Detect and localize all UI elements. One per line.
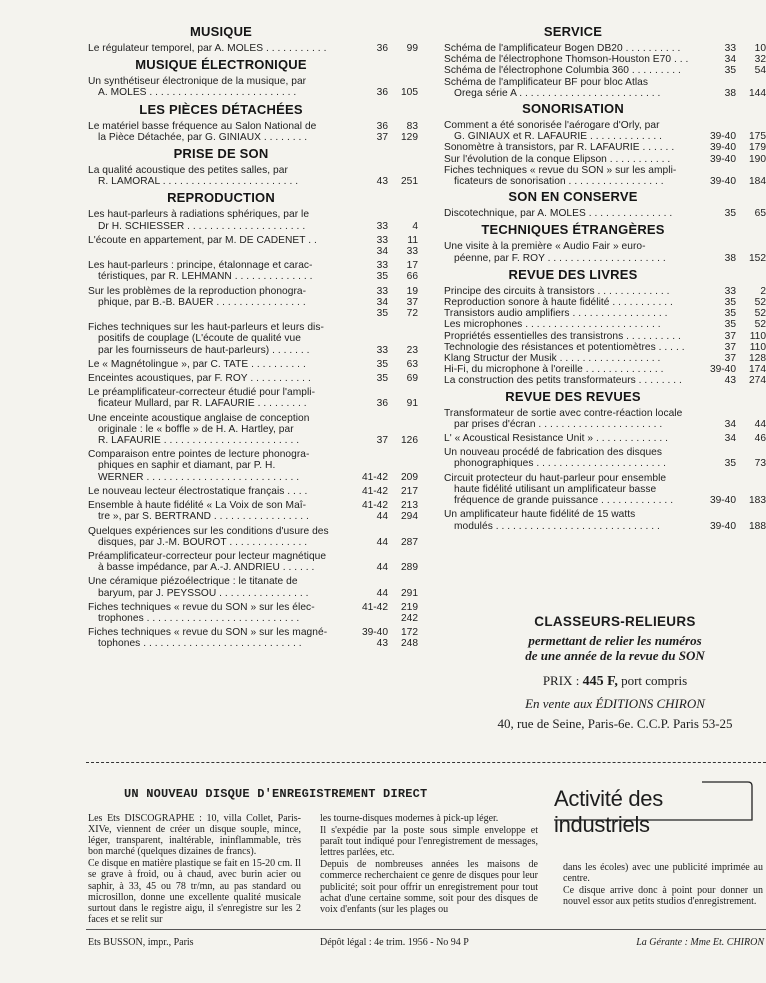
page-number: 174: [749, 364, 766, 376]
footer-gerante: La Gérante : Mme Et. CHIRON: [636, 937, 764, 948]
entry-text-line: L' « Acoustical Resistance Unit » . . . . . . . . . . . . .: [444, 433, 669, 445]
index-entry: [88, 359, 418, 370]
classeurs-relieurs-ad: [470, 614, 760, 732]
index-entry: [444, 473, 766, 507]
activite-label: Activité des industriels: [554, 786, 663, 837]
issue-number: [354, 613, 388, 624]
page-number: 73: [754, 458, 766, 470]
entry-text-line: Une enceinte acoustique anglaise de conception: [88, 412, 310, 424]
index-entry: [88, 449, 418, 483]
index-entry: [444, 447, 766, 469]
issue-number: 36: [376, 120, 388, 132]
page-number: 184: [749, 176, 766, 188]
issue-number: 41-42: [361, 485, 388, 497]
entry-text-line: Fiches techniques « revue du SON » sur les élec-: [88, 601, 315, 613]
entry-text-line: la Pièce Détachée, par G. GINIAUX . . . . . . . .: [98, 131, 308, 143]
issue-number: 44: [376, 536, 388, 548]
page-number: 52: [754, 308, 766, 320]
index-entry: [444, 297, 766, 308]
index-section: [88, 24, 418, 54]
index-entry: [444, 286, 766, 297]
issue-number: 39-40: [361, 627, 388, 639]
entry-text-line: ficateurs de sonorisation . . . . . . . . . . . . . . . . .: [454, 176, 664, 188]
index-entry: [444, 241, 766, 263]
issue-number: 43: [724, 375, 736, 387]
issue-number: 36: [376, 43, 388, 54]
page-number: 213: [401, 500, 418, 512]
issue-number: 37: [376, 131, 388, 143]
entry-text-line: Reproduction sonore à haute fidélité . . . . . . . . . . .: [444, 297, 673, 309]
issue-number: 36: [376, 398, 388, 410]
entry-text-line: baryum, par J. PEYSSOU . . . . . . . . . . . . . . . .: [98, 587, 309, 599]
issue-number: 35: [376, 373, 388, 385]
entry-text-line: Un amplificateur haute fidélité de 15 watts: [444, 509, 636, 521]
entry-text-line: Une céramique piézoélectrique : le titanate de: [88, 576, 298, 588]
section-divider: [86, 762, 766, 763]
index-entry: [444, 54, 766, 65]
entry-text-line: A. MOLES . . . . . . . . . . . . . . . . . . . . . . . . . .: [98, 87, 297, 99]
index-section: [444, 189, 766, 219]
issue-number: 33: [376, 285, 388, 297]
issue-number: 34: [724, 433, 736, 445]
index-entry: [444, 353, 766, 364]
page-number: 4: [412, 220, 418, 232]
entry-text-line: par les fournisseurs de haut-parleurs) . . . . . . .: [98, 344, 310, 356]
page-number: 63: [406, 358, 418, 370]
entry-text-line: Une visite à la première « Audio Fair » euro-: [444, 241, 646, 253]
page-number: 72: [406, 308, 418, 320]
page-number: 69: [406, 373, 418, 385]
page-number: 190: [749, 153, 766, 165]
page-number: 110: [749, 330, 766, 342]
page-number: 251: [401, 176, 418, 188]
page-number: 287: [401, 536, 418, 548]
entry-text-line: La qualité acoustique des petites salles, par: [88, 165, 288, 177]
entry-text-line: Ensemble à haute fidélité « La Voix de son Maî-: [88, 500, 307, 512]
article-paragraph: Depuis de nombreuses années les maisons de commerce recherchaient ce genre de disques pour leur publicité; soit pour offrir un enregistrement pour tout achat d'une certaine somme, soit pour des disques de voix d'enfants (sur les plages ou: [320, 859, 538, 915]
page-number: 99: [406, 43, 418, 54]
entry-text-line: Le préamplificateur-correcteur étudié pour l'ampli-: [88, 387, 316, 399]
issue-number: 41-42: [361, 500, 388, 512]
entry-text-line: tre », par S. BERTRAND . . . . . . . . . . . . . . . . .: [98, 511, 309, 523]
footer-rule: [86, 929, 766, 930]
issue-number: 37: [724, 353, 736, 365]
entry-text-line: Les haut-parleurs : principe, étalonnage et carac-: [88, 260, 313, 272]
entry-text-line: Un nouveau procédé de fabrication des disques: [444, 447, 663, 459]
ad-price-suffix: port compris: [621, 673, 688, 688]
ad-price-label: PRIX :: [542, 673, 580, 688]
section-title: SONORISATION: [522, 101, 624, 117]
entry-text-line: Un synthétiseur électronique de la musique, par: [88, 76, 307, 88]
index-entry: [444, 433, 766, 444]
index-entry: [88, 387, 418, 409]
article-paragraph: Ce disque en matière plastique se fait en 15-20 cm. Il se grave à froid, ou à chaud, avec burin acier ou saphir, à 33, 45 ou 78 tr/mn, au pas standard ou microsillon, donne une excellente qualité musicale surtout dans le registre aigu, il s'enregistre sur les 2 faces et se relit sur: [88, 858, 301, 925]
issue-number: 33: [724, 285, 736, 297]
index-entry: [88, 286, 418, 320]
ad-heading: CLASSEURS-RELIEURS: [534, 614, 696, 629]
entry-text-line: Sonomètre à transistors, par R. LAFAURIE . . . . . .: [444, 142, 675, 154]
entry-text-line: Le régulateur temporel, par A. MOLES . . . . . . . . . . .: [88, 43, 327, 54]
index-entry: [88, 627, 418, 649]
issue-number: 35: [724, 319, 736, 331]
page-number: 32: [754, 54, 766, 66]
issue-number: 44: [376, 562, 388, 574]
index-entry: [444, 142, 766, 153]
index-section: [444, 101, 766, 187]
entry-text-line: Le « Magnétolingue », par C. TATE . . . . . . . . . .: [88, 358, 306, 370]
ad-price-value: 445 F,: [582, 674, 618, 689]
section-title: REVUE DES LIVRES: [508, 266, 638, 282]
entry-text-line: haute fidélité utilisant un amplificateur basse: [454, 483, 657, 495]
page-number: 11: [407, 234, 418, 246]
index-entry: [88, 373, 418, 384]
article-column-1: [88, 813, 301, 926]
article-paragraph: Ce disque arrive donc à point pour donner un nouvel essor aux petits studios d'enregistrement.: [563, 885, 763, 908]
issue-number: 35: [724, 208, 736, 220]
entry-text-line: Le nouveau lecteur électrostatique français . . . .: [88, 485, 308, 497]
entry-text-line: disques, par J.-M. BOUROT . . . . . . . . . . . . . .: [98, 536, 308, 548]
issue-number: 34: [376, 246, 388, 258]
issue-number: 39-40: [709, 495, 736, 507]
index-entry: [88, 551, 418, 573]
index-entry: [444, 154, 766, 165]
entry-text-line: Comparaison entre pointes de lecture phonogra-: [88, 449, 310, 461]
issue-number: 39-40: [709, 131, 736, 143]
entry-text-line: Principe des circuits à transistors . . . . . . . . . . . . .: [444, 285, 670, 297]
issue-number: 39-40: [709, 142, 736, 154]
entry-text-line: originale : le « boffle » de H. A. Hartley, par: [98, 423, 294, 435]
entry-text-line: péenne, par F. ROY . . . . . . . . . . . . . . . . . . . . .: [454, 252, 666, 264]
page-number: 23: [406, 344, 418, 356]
article-column-3: [563, 862, 763, 908]
page-number: 52: [754, 319, 766, 331]
section-title: PRISE DE SON: [173, 146, 269, 162]
page-number: 91: [406, 398, 418, 410]
entry-text-line: Enceintes acoustiques, par F. ROY . . . . . . . . . . .: [88, 373, 311, 385]
entry-text-line: Les microphones . . . . . . . . . . . . . . . . . . . . . . . .: [444, 319, 661, 331]
index-entry: [88, 413, 418, 447]
section-title: SON EN CONSERVE: [508, 189, 638, 205]
issue-number: 33: [376, 234, 388, 246]
footer-printer: Ets BUSSON, impr., Paris: [88, 937, 194, 948]
page-number: 209: [401, 471, 418, 483]
issue-number: 33: [376, 260, 388, 272]
section-title: LES PIÈCES DÉTACHÉES: [139, 101, 303, 117]
entry-text-line: Transistors audio amplifiers . . . . . . . . . . . . . . . . .: [444, 308, 668, 320]
section-title: REPRODUCTION: [167, 190, 275, 206]
index-left-column: [88, 22, 418, 653]
index-entry: [444, 509, 766, 531]
entry-text-line: trophones . . . . . . . . . . . . . . . . . . . . . . . . . . .: [98, 612, 300, 624]
entry-text-line: Transformateur de sortie avec contre-réaction locale: [444, 407, 683, 419]
index-entry: [444, 342, 766, 353]
entry-text-line: Hi-Fi, du microphone à l'oreille . . . . . . . . . . . . . .: [444, 364, 664, 376]
issue-number: 38: [724, 87, 736, 99]
entry-text-line: Quelques expériences sur les conditions d'usure des: [88, 525, 329, 537]
issue-number: 37: [376, 435, 388, 447]
issue-number: 44: [376, 587, 388, 599]
entry-text-line: G. GINIAUX et R. LAFAURIE . . . . . . . . . . . . .: [454, 131, 663, 143]
entry-text-line: Klang Structur der Musik . . . . . . . . . . . . . . . . . .: [444, 353, 661, 365]
entry-text-line: R. LAMORAL . . . . . . . . . . . . . . . . . . . . . . . .: [98, 176, 299, 188]
page-number: 289: [401, 562, 418, 574]
page-number: 110: [749, 341, 766, 353]
issue-number: 43: [376, 638, 388, 650]
article-paragraph: Les Ets DISCOGRAPHE : 10, villa Collet, Paris-XIVe, viennent de créer un disque souple, mince, léger, transparent, inaltérable, ininflammable, très bon marché (quelques dizaines de francs).: [88, 813, 301, 858]
issue-number: 35: [724, 308, 736, 320]
page-number: 105: [401, 87, 418, 99]
entry-text-line: tophones . . . . . . . . . . . . . . . . . . . . . . . . . . . .: [98, 638, 302, 650]
issue-number: 36: [376, 87, 388, 99]
entry-text-line: modulés . . . . . . . . . . . . . . . . . . . . . . . . . . . . .: [454, 520, 660, 532]
page-number: 291: [401, 587, 418, 599]
page-number: 10: [754, 43, 766, 54]
index-entry: [88, 235, 418, 257]
issue-number: 35: [376, 358, 388, 370]
index-entry: [444, 375, 766, 386]
issue-number: 39-40: [709, 153, 736, 165]
entry-text-line: Technologie des résistances et potentiomètres . . . . .: [444, 341, 685, 353]
issue-number: 34: [724, 418, 736, 430]
index-entry: [88, 121, 418, 143]
entry-text-line: Propriétés essentielles des transistrons . . . . . . . . . .: [444, 330, 681, 342]
page-number: 2: [760, 285, 766, 297]
issue-number: 33: [724, 43, 736, 54]
issue-number: 35: [376, 271, 388, 283]
index-section: [88, 190, 418, 649]
index-entry: [88, 322, 418, 356]
page-number: 219: [401, 601, 418, 613]
section-title: SERVICE: [543, 24, 603, 39]
index-entry: [88, 76, 418, 98]
issue-number: 39-40: [709, 364, 736, 376]
footer-depot: Dépôt légal : 4e trim. 1956 - No 94 P: [320, 937, 469, 948]
issue-number: 37: [724, 341, 736, 353]
index-entry: [444, 165, 766, 187]
page-number: 46: [754, 433, 766, 445]
page-number: 175: [749, 131, 766, 143]
entry-text-line: Schéma de l'électrophone Thomson-Houston E70 . . .: [444, 54, 689, 66]
index-entry: [88, 165, 418, 187]
ad-line-2: de une année de la revue du SON: [525, 648, 705, 663]
issue-number: 35: [724, 297, 736, 309]
entry-text-line: Comment a été sonorisée l'aérogare d'Orly, par: [444, 120, 660, 132]
issue-number: 44: [376, 511, 388, 523]
page-number: 33: [406, 246, 418, 258]
page-number: 128: [749, 353, 766, 365]
page-number: 17: [406, 260, 418, 272]
page-number: 242: [401, 612, 418, 624]
article-title: UN NOUVEAU DISQUE D'ENREGISTREMENT DIRECT: [124, 787, 428, 801]
index-entry: [444, 65, 766, 76]
entry-text-line: Schéma de l'électrophone Columbia 360 . . . . . . . . .: [444, 65, 681, 77]
issue-number: 39-40: [709, 520, 736, 532]
entry-text-line: Sur les problèmes de la reproduction phonogra-: [88, 285, 307, 297]
entry-text-line: positifs de couplage (L'écoute de qualité vue: [98, 333, 301, 345]
entry-text-line: Orega série A . . . . . . . . . . . . . . . . . . . . . . . . .: [454, 87, 661, 99]
page-number: 19: [406, 285, 418, 297]
entry-text-line: Fiches techniques « revue du SON » sur les ampli-: [444, 164, 677, 176]
issue-number: 43: [376, 176, 388, 188]
entry-text-line: fréquence de grande puissance . . . . . . . . . . . . .: [454, 495, 674, 507]
entry-text-line: Fiches techniques « revue du SON » sur les magné-: [88, 627, 328, 639]
index-entry: [444, 364, 766, 375]
index-section: [88, 102, 418, 143]
index-entry: [444, 77, 766, 99]
index-section: [444, 267, 766, 387]
entry-text-line: par prises d'écran . . . . . . . . . . . . . . . . . . . . . .: [454, 418, 663, 430]
section-title: MUSIQUE: [189, 24, 253, 39]
page-number: 183: [749, 495, 766, 507]
index-entry: [88, 602, 418, 624]
entry-text-line: Sur l'évolution de la conque Elipson . . . . . . . . . . .: [444, 153, 671, 165]
article-paragraph: Il s'expédie par la poste sous simple enveloppe et paraît tout indiqué pour l'enregistrement de messages, lettres parlées, etc.: [320, 825, 538, 859]
page-number: 66: [406, 271, 418, 283]
index-entry: [444, 43, 766, 54]
entry-text-line: WERNER . . . . . . . . . . . . . . . . . . . . . . . . . . .: [98, 471, 300, 483]
page-number: 129: [401, 131, 418, 143]
entry-text-line: Fiches techniques sur les haut-parleurs et leurs dis-: [88, 322, 324, 334]
page-number: 179: [749, 142, 766, 154]
issue-number: 34: [724, 54, 736, 66]
page-number: 83: [406, 120, 418, 132]
entry-text-line: téristiques, par R. LEHMANN . . . . . . . . . . . . . .: [98, 271, 313, 283]
page-number: 172: [401, 627, 418, 639]
entry-text-line: Dr H. SCHIESSER . . . . . . . . . . . . . . . . . . . . .: [98, 220, 306, 232]
issue-number: 37: [724, 330, 736, 342]
index-entry: [88, 43, 418, 54]
index-entry: [444, 408, 766, 430]
index-entry: [444, 208, 766, 219]
issue-number: 34: [376, 296, 388, 308]
section-title: REVUE DES REVUES: [505, 388, 641, 404]
ad-price: [470, 673, 760, 690]
entry-text-line: à basse impédance, par A.-J. ANDRIEU . . . . . .: [98, 562, 315, 574]
page-number: 152: [749, 252, 766, 264]
article-paragraph: les tourne-disques modernes à pick-up léger.: [320, 813, 499, 824]
index-section: [444, 24, 766, 99]
article-paragraph: dans les écoles) avec une publicité imprimée au centre.: [563, 862, 763, 885]
index-entry: [88, 209, 418, 231]
page-number: 37: [406, 296, 418, 308]
index-entry: [444, 331, 766, 342]
index-section: [88, 146, 418, 187]
page-number: 65: [754, 208, 766, 220]
page-number: 248: [401, 638, 418, 650]
section-title: MUSIQUE ÉLECTRONIQUE: [135, 57, 307, 73]
page-number: 126: [401, 435, 418, 447]
entry-text-line: Discotechnique, par A. MOLES . . . . . . . . . . . . . . .: [444, 208, 673, 220]
issue-number: 33: [376, 220, 388, 232]
issue-number: 35: [376, 308, 388, 320]
page-number: 54: [754, 65, 766, 77]
index-entry: [88, 486, 418, 497]
entry-text-line: phonographiques . . . . . . . . . . . . . . . . . . . . . . .: [454, 458, 666, 470]
entry-text-line: Le matériel basse fréquence au Salon National de: [88, 120, 317, 132]
issue-number: 35: [724, 458, 736, 470]
issue-number: 39-40: [709, 176, 736, 188]
index-section: [444, 222, 766, 263]
entry-text-line: Schéma de l'amplificateur BF pour bloc Atlas: [444, 76, 649, 88]
section-title: TECHNIQUES ÉTRANGÈRES: [481, 222, 665, 238]
entry-text-line: phiques en saphir et diamant, par P. H.: [98, 460, 276, 472]
issue-number: 41-42: [361, 601, 388, 613]
entry-text-line: L'écoute en appartement, par M. DE CADENET . .: [88, 234, 317, 246]
index-entry: [88, 260, 418, 282]
entry-text-line: R. LAFAURIE . . . . . . . . . . . . . . . . . . . . . . . .: [98, 435, 300, 447]
entry-text-line: Préamplificateur-correcteur pour lecteur magnétique: [88, 550, 327, 562]
index-right-column: [444, 22, 766, 535]
article-column-2: [320, 813, 538, 916]
page-number: 188: [749, 520, 766, 532]
index-entry: [444, 120, 766, 142]
page-number: 217: [401, 485, 418, 497]
index-entry: [88, 576, 418, 598]
issue-number: 38: [724, 252, 736, 264]
index-entry: [88, 526, 418, 548]
page-number: 52: [754, 297, 766, 309]
ad-line-1: permettant de relier les numéros: [528, 633, 702, 648]
index-section: [88, 57, 418, 98]
issue-number: 41-42: [361, 471, 388, 483]
entry-text-line: ficateur Mullard, par R. LAFAURIE . . . . . . . . .: [98, 398, 307, 410]
entry-text-line: Circuit protecteur du haut-parleur pour ensemble: [444, 472, 667, 484]
index-entry: [88, 500, 418, 522]
entry-text-line: phique, par B.-B. BAUER . . . . . . . . . . . . . . . .: [98, 296, 306, 308]
entry-text-line: Les haut-parleurs à radiations sphériques, par le: [88, 209, 310, 221]
entry-text-line: Schéma de l'amplificateur Bogen DB20 . . . . . . . . . .: [444, 43, 681, 54]
ad-vente: En vente aux ÉDITIONS CHIRON: [525, 696, 705, 711]
index-section: [444, 389, 766, 532]
page-number: 294: [401, 511, 418, 523]
index-entry: [444, 319, 766, 330]
issue-number: 35: [724, 65, 736, 77]
page-number: 44: [754, 418, 766, 430]
page-number: 274: [749, 375, 766, 387]
activite-des-industriels-logo: [552, 780, 762, 837]
index-entry: [444, 308, 766, 319]
entry-text-line: La construction des petits transformateurs . . . . . . . .: [444, 375, 682, 387]
ad-address: 40, rue de Seine, Paris-6e. C.C.P. Paris 53-25: [497, 716, 733, 731]
issue-number: 33: [376, 344, 388, 356]
page-number: 144: [749, 87, 766, 99]
